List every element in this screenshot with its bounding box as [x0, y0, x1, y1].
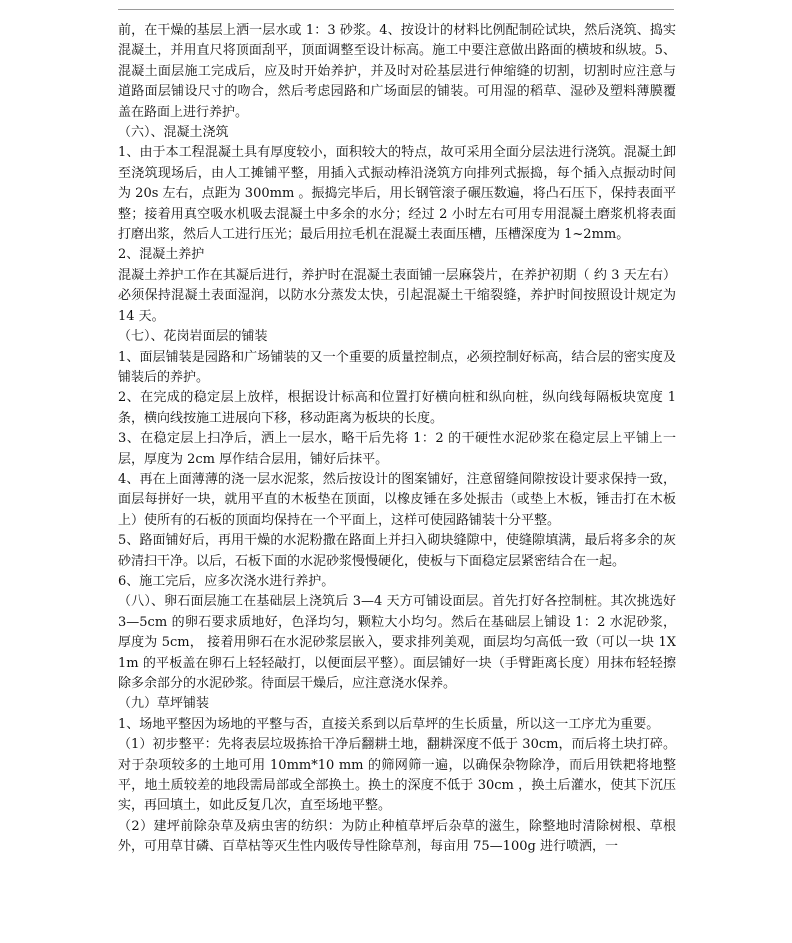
- heading-concrete-pouring: （六）、混凝土浇筑: [118, 125, 229, 141]
- paragraph-concrete-pavement-steps: 前，在干燥的基层上洒一层水或 1：3 砂浆。4、按设计的材料比例配制砼试块，然后浇筑、捣实混凝土，并用直尺将顶面刮平，顶面调整至设计标高。施工中要注意做出路面的横坡和纵坡。5、混凝土面层施工完成后，应及时开始养护，并及时对砼基层进行伸缩缝的切割，切割时应注意与道路面层铺设尺寸的吻合，然后考虑园路和广场面层的铺装。可用湿的稻草、湿砂及塑料薄膜覆盖在路面上进行养护。: [118, 23, 676, 120]
- paragraph-granite-2: 2、在完成的稳定层上放样，根据设计标高和位置打好横向桩和纵向桩，纵向线每隔板块宽度 1 条，横向线按施工进展向下移，移动距离为板块的长度。: [118, 390, 676, 426]
- paragraph-granite-6: 6、施工完后，应多次浇水进行养护。: [118, 573, 335, 589]
- header-rule: [118, 9, 674, 10]
- paragraph-lawn-1-1: （1）初步整平：先将表层垃圾拣拾干净后翻耕土地，翻耕深度不低于 30cm，而后将土块打碎。对于杂项较多的土地可用 10mm*10 mm 的筛网筛一遍，以确保杂物除净，而后用铁耙将地整平，地土质较差的地段需局部或全部换土。换土的深度不低于 30cm ，换土后灌水，使其下沉压实，再回填土，如此反复几次，直至场地平整。: [118, 737, 676, 814]
- paragraph-lawn-1: 1、场地平整因为场地的平整与否，直接关系到以后草坪的生长质量，所以这一工序尤为重要。: [118, 716, 660, 732]
- paragraph-concrete-pouring-1: 1、由于本工程混凝土具有厚度较小，面积较大的特点，故可采用全面分层法进行浇筑。混凝土卸至浇筑现场后，由人工摊铺平整，用插入式振动棒沿浇筑方向排列式振捣，每个插入点振动时间为 20s 左右，点距为 300mm 。振捣完毕后，用长钢管滚子碾压数遍，将凸石压下，保持表面平整；接着用真空吸水机吸去混凝土中多余的水分；经过 2 小时左右可用专用混凝土磨浆机将表面打磨出浆，然后人工进行压光；最后用拉毛机在混凝土表面压槽，压槽深度为 1~2mm。: [118, 145, 676, 243]
- paragraph-granite-4: 4、再在上面薄薄的浇一层水泥浆，然后按设计的图案铺好，注意留缝间隙按设计要求保持一致，面层每拼好一块，就用平直的木板垫在顶面，以橡皮锤在多处振击（或垫上木板，锤击打在木板上）使所有的石板的顶面均保持在一个平面上，这样可使园路铺装十分平整。: [118, 471, 676, 528]
- paragraph-granite-5: 5、路面铺好后，再用干燥的水泥粉撒在路面上并扫入砌块缝隙中，使缝隙填满，最后将多余的灰砂清扫干净。以后，石板下面的水泥砂浆慢慢硬化，使板与下面稳定层紧密结合在一起。: [118, 533, 676, 569]
- paragraph-granite-1: 1、面层铺装是园路和广场铺装的又一个重要的质量控制点，必须控制好标高，结合层的密实度及铺装后的养护。: [118, 349, 676, 385]
- paragraph-concrete-curing: 混凝土养护工作在其凝后进行，养护时在混凝土表面铺一层麻袋片，在养护初期（ 约 3 天左右）必须保持混凝土表面湿润，以防水分蒸发太快，引起混凝土干缩裂缝，养护时间按照设计规定为 14 天。: [118, 267, 676, 324]
- heading-granite-paving: （七）、花岗岩面层的铺装: [118, 329, 268, 345]
- paragraph-pebble-paving: （八）、卵石面层施工在基础层上浇筑后 3—4 天方可铺设面层。首先打好各控制桩。其次挑选好 3—5cm 的卵石要求质地好，色泽均匀，颗粒大小均匀。然后在基础层上铺设 1：2 水泥砂浆，厚度为 5cm， 接着用卵石在水泥砂浆层嵌入，要求排列美观，面层均匀高低一致（可以一块 1X1m 的平板盖在卵石上轻轻敲打，以便面层平整）。面层铺好一块（手臂距离长度）用抹布轻轻擦除多余部分的水泥砂浆。待面层干燥后，应注意浇水保养。: [118, 594, 676, 691]
- document-body: [118, 21, 676, 858]
- paragraph-granite-3: 3、在稳定层上扫净后，洒上一层水，略干后先将 1：2 的干硬性水泥砂浆在稳定层上平铺上一层，厚度为 2cm 厚作结合层用，铺好后抹平。: [118, 431, 676, 467]
- paragraph-lawn-1-2: （2）建坪前除杂草及病虫害的纺织：为防止种植草坪后杂草的滋生，除整地时清除树根、草根外，可用草甘磷、百草枯等灭生性内吸传导性除草剂，每亩用 75—100g 进行喷洒，一: [118, 818, 676, 855]
- heading-lawn-paving: （九）草坪铺装: [118, 696, 210, 712]
- heading-concrete-curing: 2、混凝土养护: [118, 247, 205, 263]
